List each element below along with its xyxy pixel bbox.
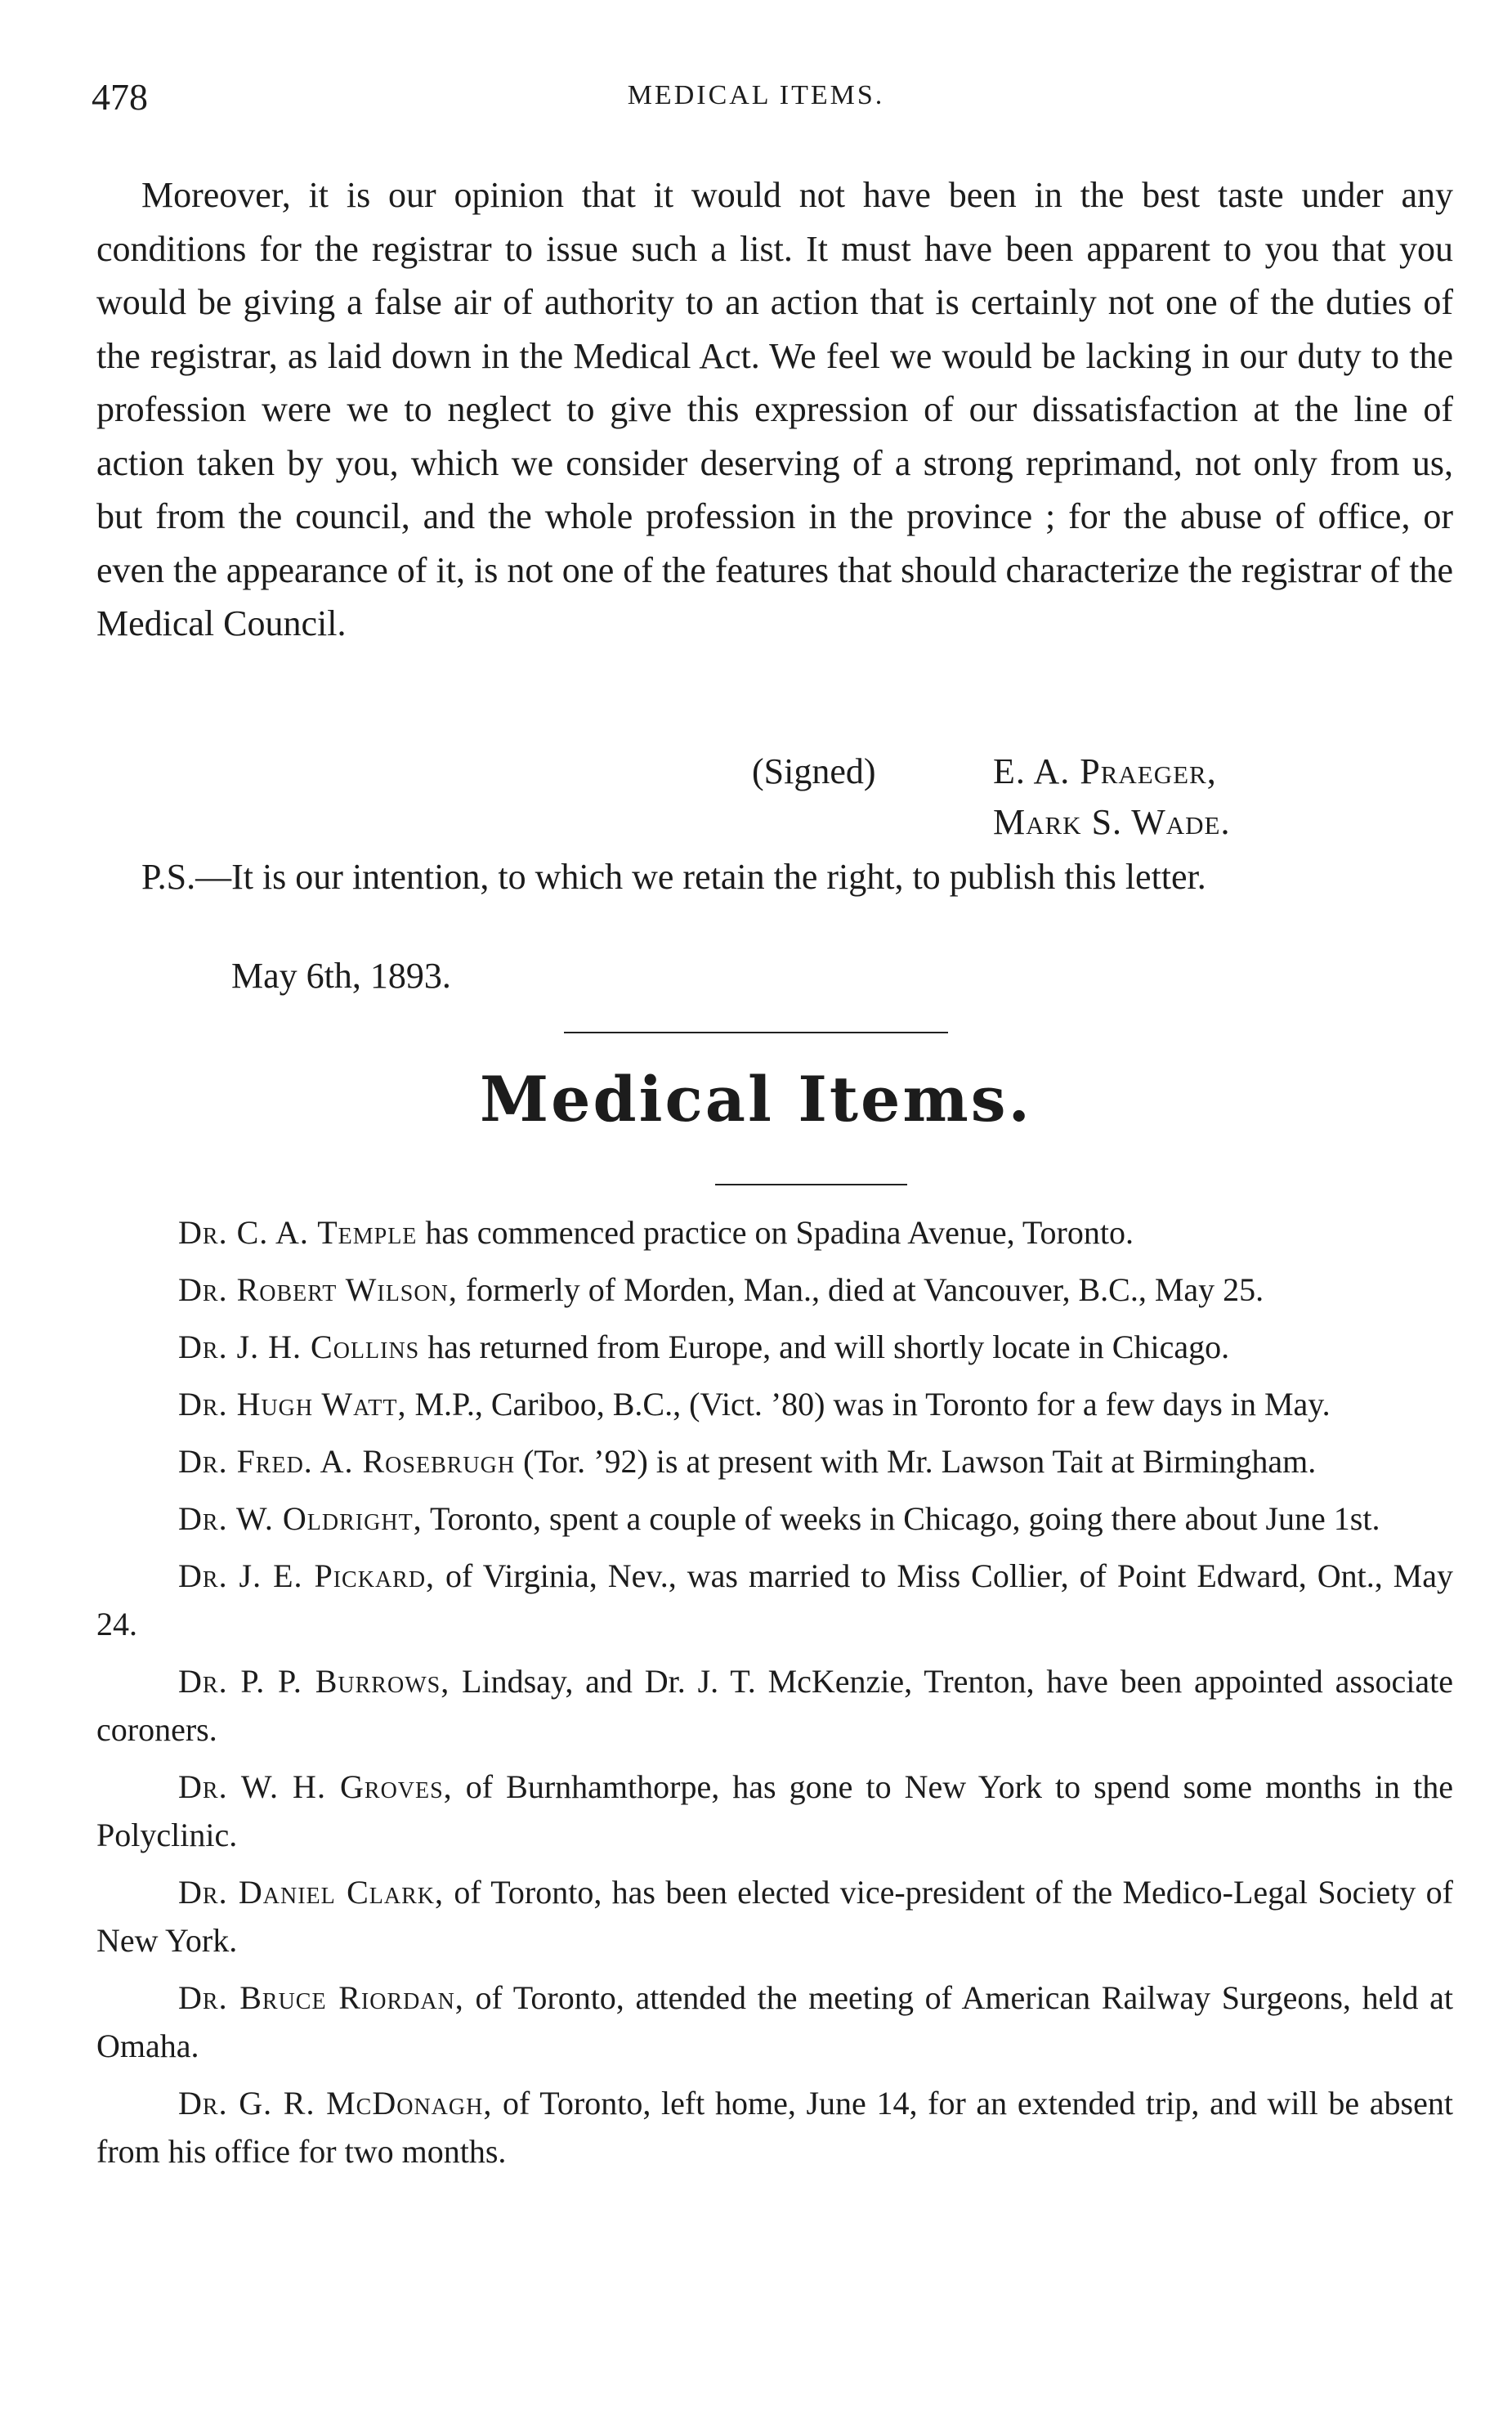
item-name: Dr. Bruce Riordan, xyxy=(178,1979,464,2016)
item-text: (Tor. ’92) is at present with Mr. Lawson Tait at Birmingham. xyxy=(515,1443,1317,1480)
letter-body xyxy=(96,168,1453,651)
signatory-name: E. A. Praeger, xyxy=(993,751,1217,791)
item-text: has commenced practice on Spadina Avenue, Toronto. xyxy=(417,1214,1134,1251)
list-item xyxy=(96,1552,1453,1648)
item-name: Dr. G. R. McDonagh, xyxy=(178,2085,493,2122)
item-name: Dr. W. Oldright, xyxy=(178,1500,423,1537)
item-text: M.P., Cariboo, B.C., (Vict. ’80) was in Toronto for a few days in May. xyxy=(406,1386,1331,1423)
signatory-name: Mark S. Wade. xyxy=(993,802,1231,842)
list-item xyxy=(96,1437,1453,1485)
list-item xyxy=(96,1868,1453,1965)
item-text: of Burnhamthorpe, has gone to New York to spend some months in the Polyclinic. xyxy=(96,1768,1453,1853)
item-name: Dr. Daniel Clark, xyxy=(178,1874,444,1911)
list-item xyxy=(96,1323,1453,1371)
list-item xyxy=(96,1266,1453,1314)
list-item xyxy=(96,1763,1453,1859)
medical-items-list xyxy=(96,1208,1453,2184)
item-name: Dr. Robert Wilson, xyxy=(178,1271,458,1308)
divider-rule xyxy=(564,1032,948,1033)
item-text: of Toronto, left home, June 14, for an extended trip, and will be absent from his office for two months. xyxy=(96,2085,1453,2170)
letter-date: May 6th, 1893. xyxy=(231,956,451,996)
signed-label: (Signed) xyxy=(752,751,876,791)
postscript-text: P.S.—It is our intention, to which we retain the right, to publish this letter. xyxy=(141,857,1206,897)
item-name: Dr. W. H. Groves, xyxy=(178,1768,453,1805)
item-name: Dr. P. P. Burrows, xyxy=(178,1663,450,1700)
item-text: of Toronto, has been elected vice-president of the Medico-Legal Society of New York. xyxy=(96,1874,1454,1959)
item-name: Dr. C. A. Temple xyxy=(178,1214,418,1251)
item-name: Dr. J. E. Pickard, xyxy=(178,1557,436,1594)
letter-paragraph: Moreover, it is our opinion that it would not have been in the best taste under any conditions for the registrar to issue such a list. It must have been apparent to you that you would be giving a false air of authority to an action that is certainly not one of the duties of the registrar, as laid down in the Medical Act. We feel we would be lacking in our duty to the profession were we to neglect to give this expression of our dissatisfaction at the line of action taken by you, which we consider deserving of a strong reprimand, not only from us, but from the council, and the whole profession in the province ; for the abuse of office, or even the appearance of it, is not one of the features that should characterize the registrar of the Medical Council. xyxy=(96,175,1453,643)
section-title: Medical Items. xyxy=(479,1063,1032,1136)
list-item xyxy=(96,2079,1453,2175)
list-item xyxy=(96,1494,1453,1543)
item-text: Toronto, spent a couple of weeks in Chicago, going there about June 1st. xyxy=(422,1500,1380,1537)
item-text: Lindsay, and Dr. J. T. McKenzie, Trenton, have been appointed associate coroners. xyxy=(96,1663,1454,1748)
postscript xyxy=(96,850,1453,903)
item-text: has returned from Europe, and will shortly locate in Chicago. xyxy=(419,1328,1230,1365)
list-item xyxy=(96,1974,1453,2070)
list-item xyxy=(96,1208,1453,1257)
item-name: Dr. J. H. Collins xyxy=(178,1328,420,1365)
item-name: Dr. Hugh Watt, xyxy=(178,1386,407,1423)
page-number: 478 xyxy=(92,76,148,118)
list-item xyxy=(96,1380,1453,1428)
list-item xyxy=(96,1657,1453,1754)
item-text: formerly of Morden, Man., died at Vancouver, B.C., May 25. xyxy=(457,1271,1264,1308)
item-text: of Toronto, attended the meeting of American Railway Surgeons, held at Omaha. xyxy=(96,1979,1453,2064)
running-title: MEDICAL ITEMS. xyxy=(627,80,885,110)
divider-rule xyxy=(715,1184,907,1185)
item-text: of Virginia, Nev., was married to Miss Collier, of Point Edward, Ont., May 24. xyxy=(96,1557,1453,1642)
item-name: Dr. Fred. A. Rosebrugh xyxy=(178,1443,516,1480)
